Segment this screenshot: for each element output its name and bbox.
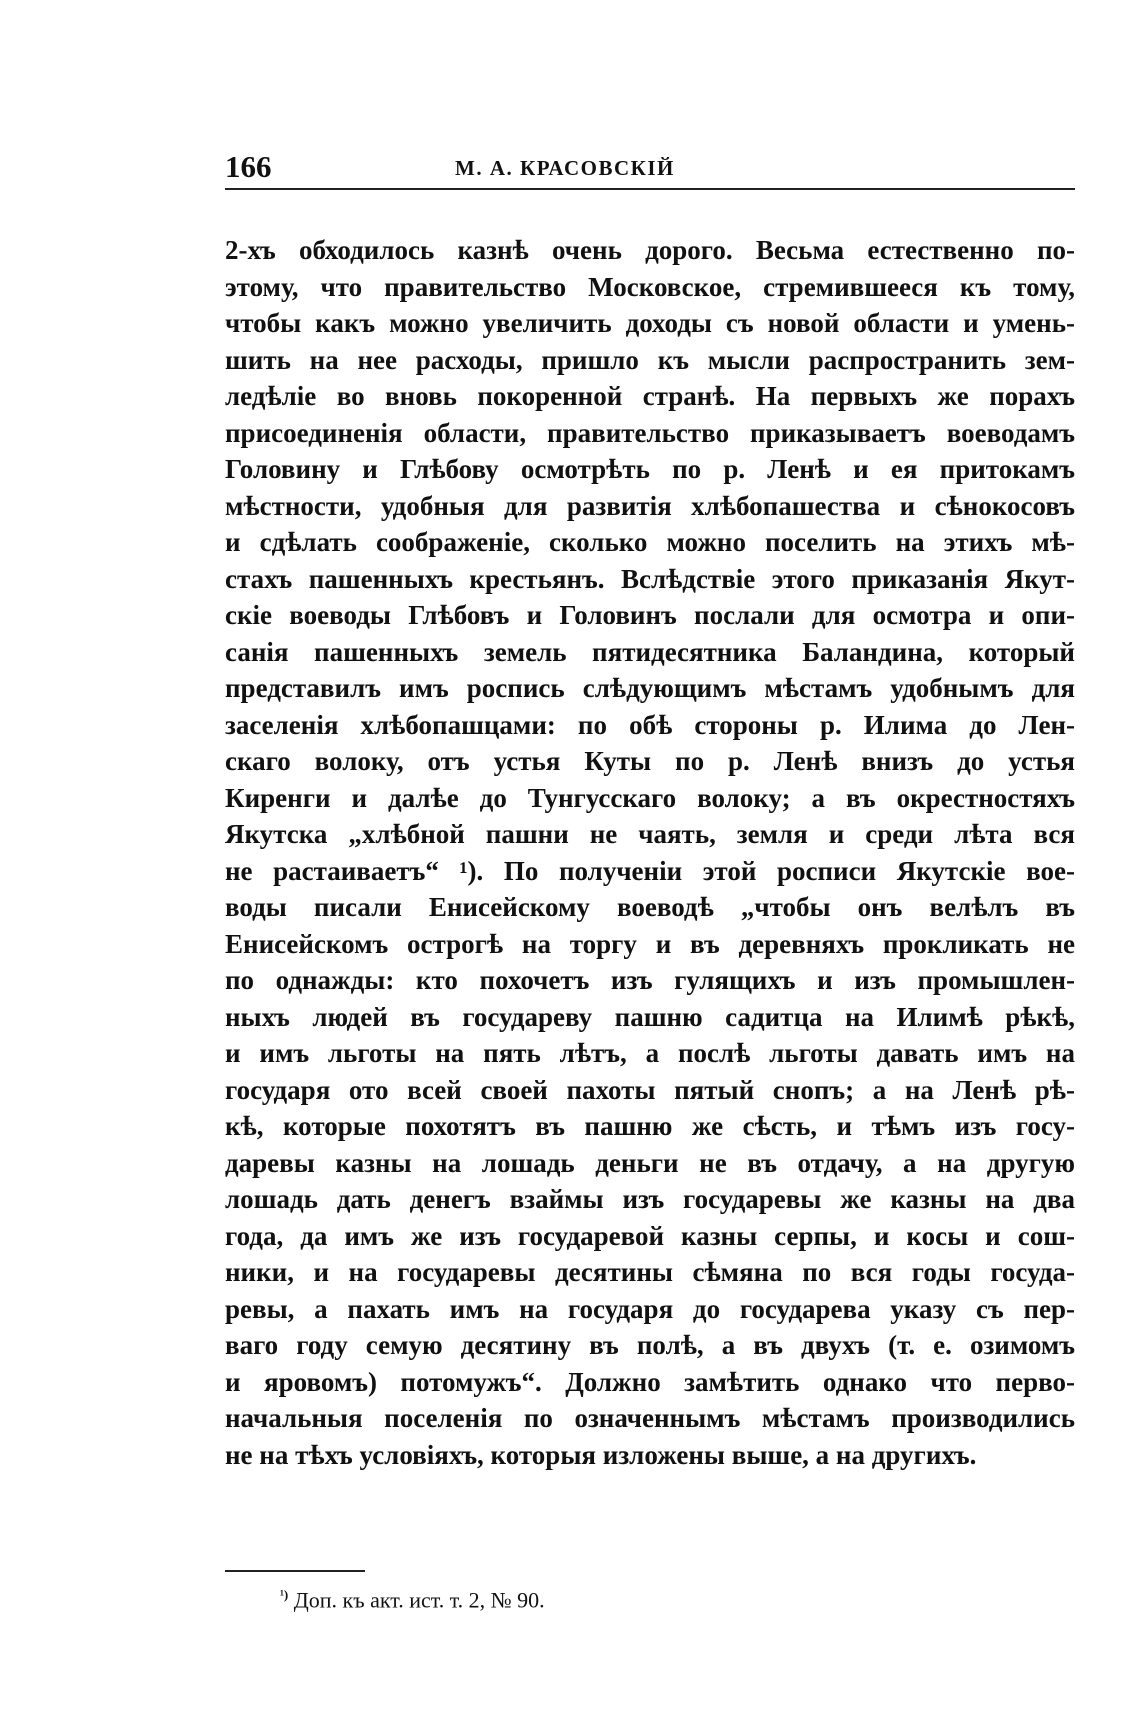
text-line: Якутска „хлѣбной пашни не чаять, земля и среди лѣта вся (225, 819, 1075, 849)
text-line: лошадь дать денегъ взаймы изъ государевы же казны на два (225, 1184, 1075, 1214)
text-line: ревы, а пахать имъ на государя до государева указу съ пер- (225, 1293, 1075, 1324)
text-line: кѣ, которые похотятъ въ пашню же сѣсть, и тѣмъ изъ госу- (225, 1111, 1075, 1141)
text-line: и сдѣлать соображеніе, сколько можно поселить на этихъ мѣ- (225, 527, 1075, 557)
text-line: заселенія хлѣбопашцами: по обѣ стороны р. Илима до Лен- (225, 709, 1075, 740)
footnote-text: Доп. къ акт. ист. т. 2, № 90. (293, 1587, 545, 1613)
text-line: ледѣліе во вновь покоренной странѣ. На первыхъ же порахъ (225, 381, 1075, 411)
text-line: государя ото всей своей пахоты пятый снопъ; а на Ленѣ рѣ- (225, 1074, 1075, 1105)
footnote-marker: ¹) (280, 1587, 289, 1602)
text-line: Киренги и далѣе до Тунгусскаго волоку; а въ окрестностяхъ (225, 782, 1075, 813)
body-text (225, 232, 1075, 1473)
text-line: начальныя поселенія по означеннымъ мѣстамъ производились (225, 1403, 1075, 1433)
text-line: чтобы какъ можно увеличить доходы съ новой области и умень- (225, 308, 1075, 338)
page-number: 166 (225, 149, 272, 184)
text-line: даревы казны на лошадь деньги не въ отдачу, а на другую (225, 1147, 1075, 1178)
text-line: и имъ льготы на пять лѣтъ, а послѣ льготы давать имъ на (225, 1038, 1075, 1068)
text-line: присоединенія области, правительство приказываетъ воеводамъ (225, 417, 1075, 448)
text-line: шить на нее расходы, пришло къ мысли распространить зем- (225, 344, 1075, 375)
text-line: скіе воеводы Глѣбовъ и Головинъ послали для осмотра и опи- (225, 600, 1075, 630)
text-line: и яровомъ) потомужъ“. Должно замѣтить однако что перво- (225, 1366, 1075, 1397)
page-header (225, 150, 1075, 190)
text-line: ники, и на государевы десятины сѣмяна по вся годы госуда- (225, 1257, 1075, 1287)
running-title: М. А. КРАСОВСКІЙ (455, 156, 675, 180)
text-line: года, да имъ же изъ государевой казны серпы, и косы и сош- (225, 1220, 1075, 1251)
text-line: ваго году семую десятину въ полѣ, а въ двухъ (т. е. озимомъ (225, 1330, 1075, 1360)
text-line: по однажды: кто похочетъ изъ гулящихъ и изъ промышлен- (225, 965, 1075, 995)
footnote (280, 1580, 545, 1615)
text-line: мѣстности, удобныя для развитія хлѣбопашества и сѣнокосовъ (225, 490, 1075, 521)
text-line: представилъ имъ роспись слѣдующимъ мѣстамъ удобнымъ для (225, 673, 1075, 703)
text-line: 2-хъ обходилось казнѣ очень дорого. Весьма естественно по- (225, 235, 1075, 265)
text-line: скаго волоку, отъ устья Куты по р. Ленѣ внизъ до устья (225, 746, 1075, 776)
text-line: санія пашенныхъ земель пятидесятника Баландина, который (225, 636, 1075, 667)
text-line: ныхъ людей въ государеву пашню садитца на Илимѣ рѣкѣ, (225, 1001, 1075, 1032)
text-line: Головину и Глѣбову осмотрѣть по р. Ленѣ и ея притокамъ (225, 454, 1075, 484)
text-line: Енисейскомъ острогѣ на торгу и въ деревняхъ прокликать не (225, 928, 1075, 959)
text-line: не на тѣхъ условіяхъ, которыя изложены выше, а на другихъ. (225, 1439, 977, 1470)
text-line: воды писали Енисейскому воеводѣ „чтобы онъ велѣлъ въ (225, 892, 1075, 922)
text-line: не растаиваетъ“ ¹). По полученіи этой росписи Якутскіе вое- (225, 855, 1075, 886)
footnote-rule (225, 1570, 365, 1572)
text-line: этому, что правительство Московское, стремившееся къ тому, (225, 271, 1075, 302)
text-line: стахъ пашенныхъ крестьянъ. Вслѣдствіе этого приказанія Якут- (225, 563, 1075, 594)
